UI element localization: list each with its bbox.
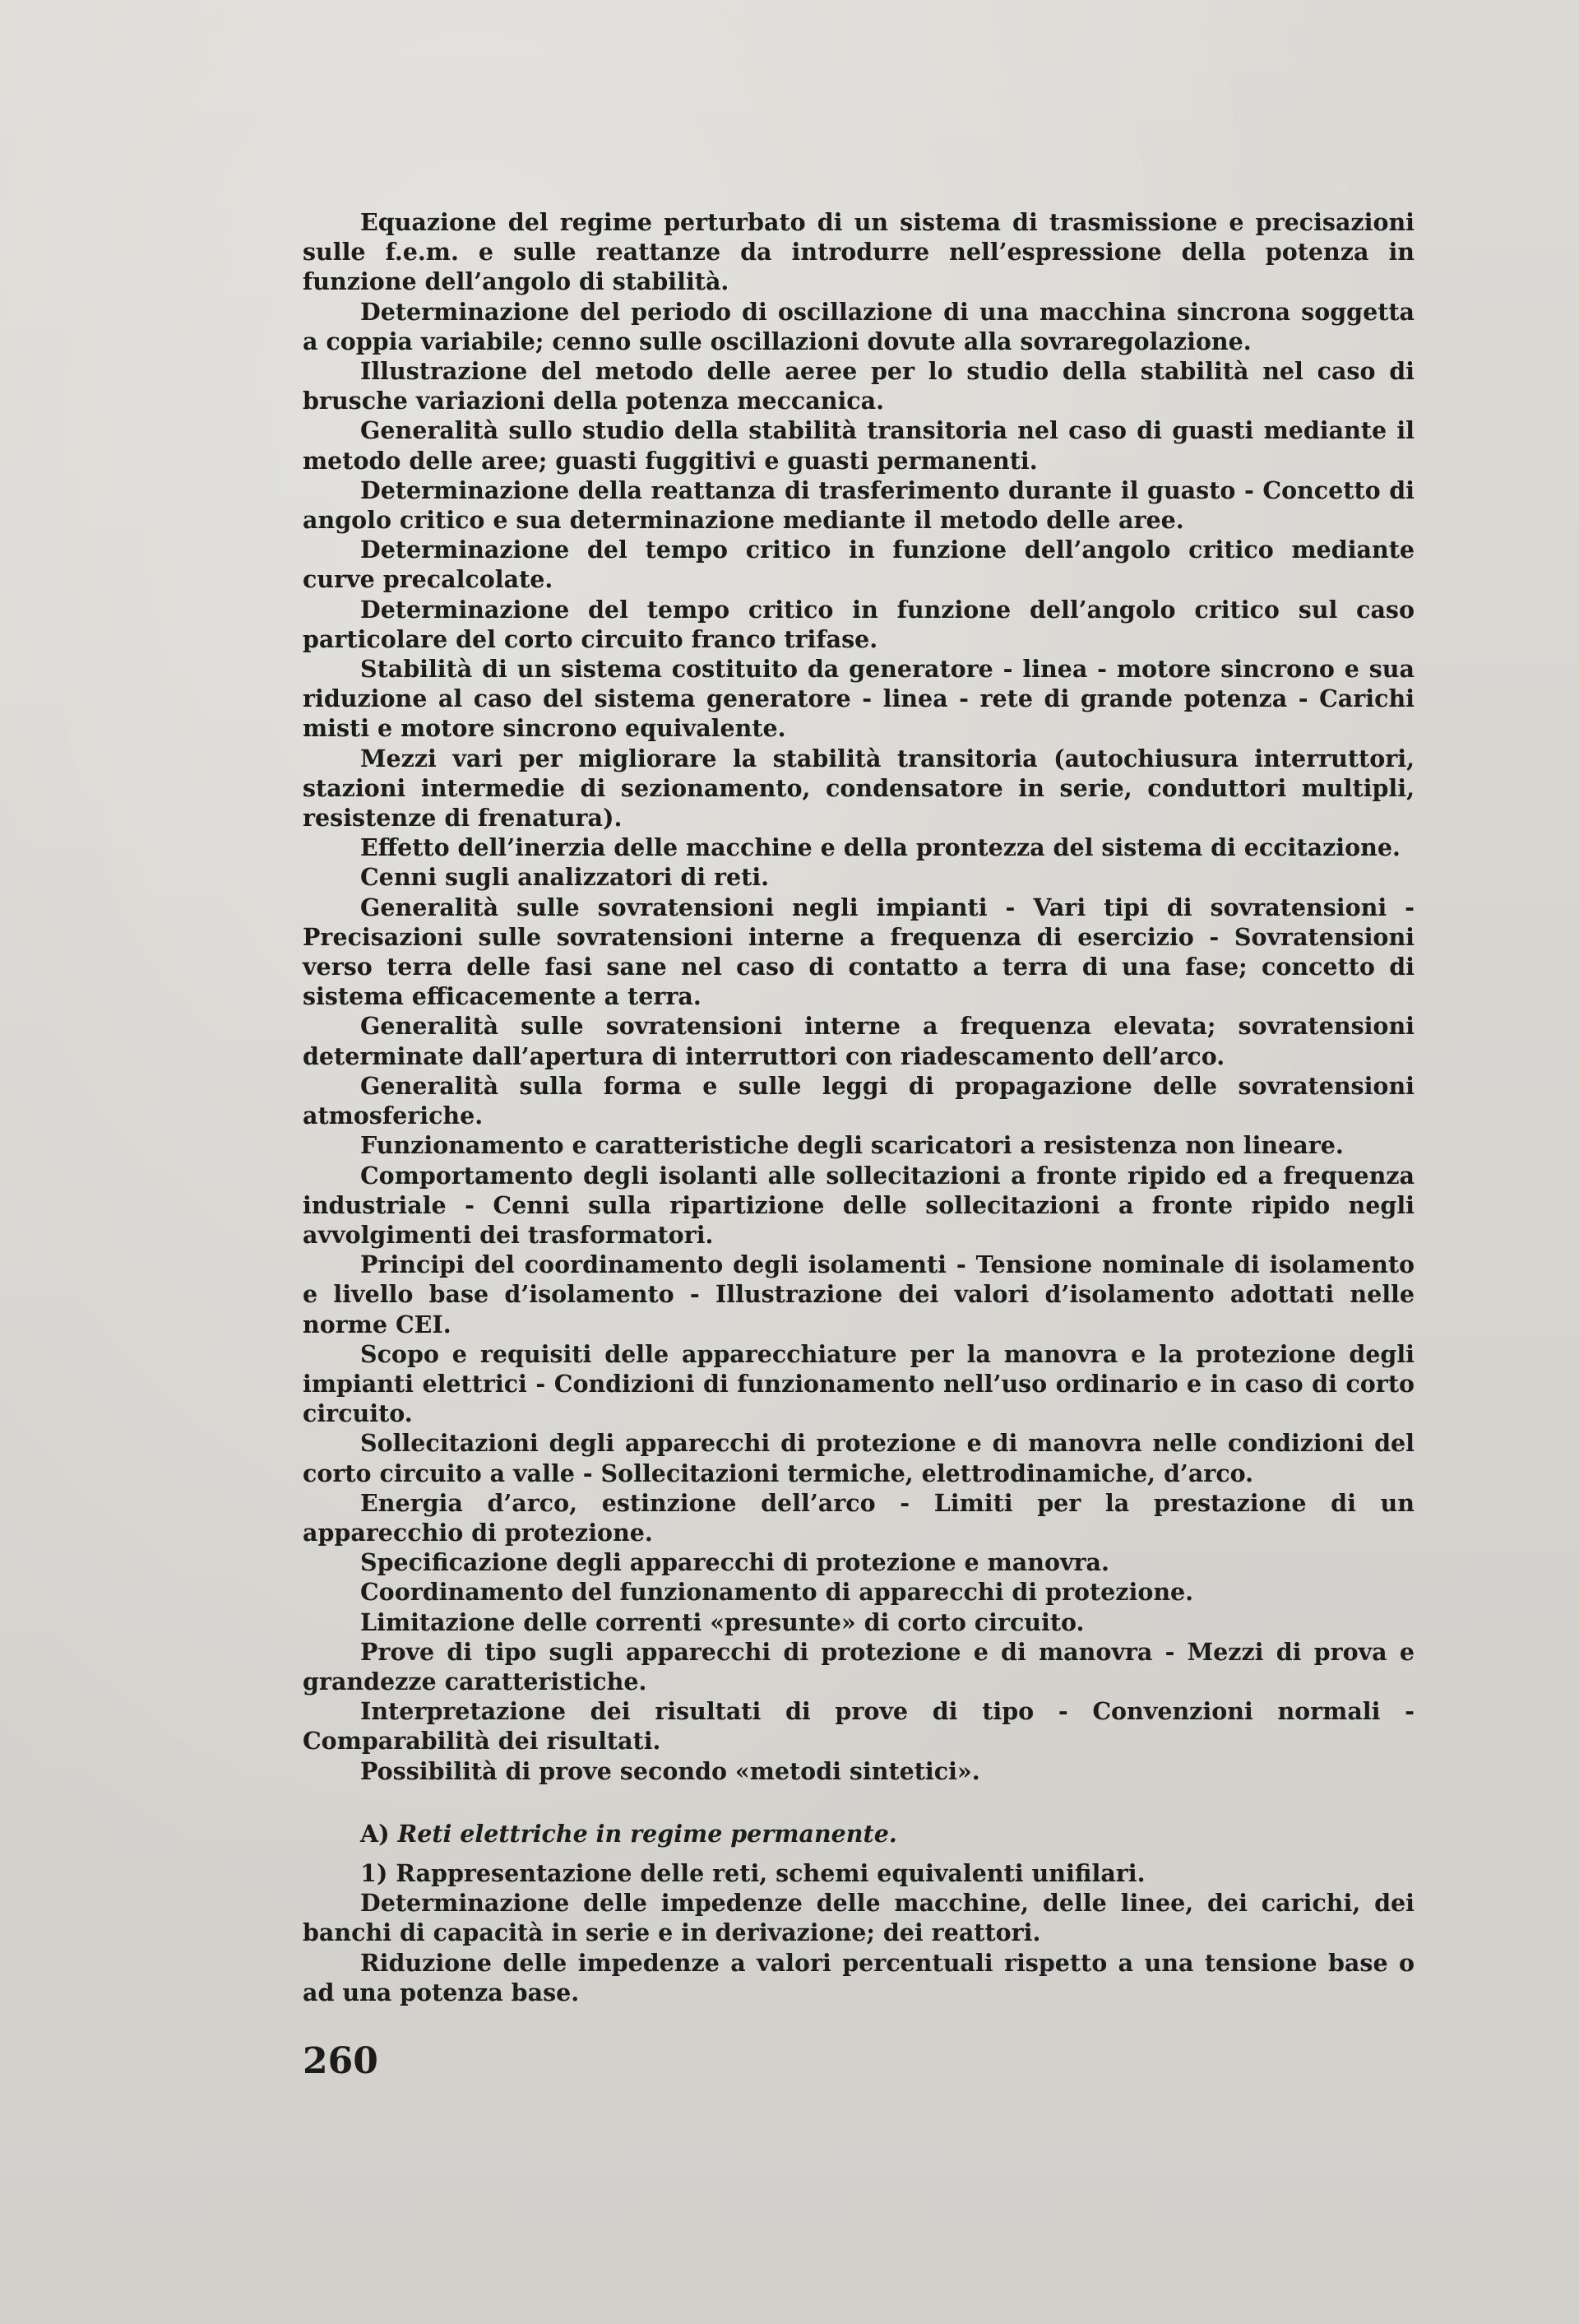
paragraph: Determinazione del periodo di oscillazione di una macchina sincrona soggetta a coppia variabile; cenno sulle oscillazioni dovute alla sovraregolazione. <box>303 297 1415 355</box>
paragraph: Generalità sulle sovratensioni negli impianti - Vari tipi di sovratensioni - Precisazioni sulle sovratensioni interne a frequenza di esercizio - Sovratensioni verso terra delle fasi sane nel caso di contatto a terra di una fase; concetto di sistema efficacemente a terra. <box>303 893 1415 1011</box>
paragraph: Determinazione della reattanza di trasferimento durante il guasto - Concetto di angolo critico e sua determinazione mediante il metodo delle aree. <box>303 475 1415 535</box>
paragraph: Sollecitazioni degli apparecchi di protezione e di manovra nelle condizioni del corto circuito a valle - Sollecitazioni termiche, elettrodinamiche, d’arco. <box>303 1429 1415 1487</box>
paragraph: Effetto dell’inerzia delle macchine e della prontezza del sistema di eccitazione. <box>360 833 1401 862</box>
paragraph: Limitazione delle correnti «presunte» di corto circuito. <box>360 1607 1085 1636</box>
paragraph: Determinazione del tempo critico in funzione dell’angolo critico sul caso particolare del corto circuito franco trifase. <box>303 595 1415 653</box>
paragraph: Generalità sulla forma e sulle leggi di propagazione delle sovratensioni atmosferiche. <box>303 1071 1415 1130</box>
paragraph: Coordinamento del funzionamento di apparecchi di protezione. <box>360 1578 1194 1607</box>
paragraph: Possibilità di prove secondo «metodi sintetici». <box>360 1756 980 1785</box>
paragraph: Funzionamento e caratteristiche degli scaricatori a resistenza non lineare. <box>360 1131 1344 1160</box>
paragraph: Energia d’arco, estinzione dell’arco - Limiti per la prestazione di un apparecchio di protezione. <box>303 1488 1415 1547</box>
paragraph: Prove di tipo sugli apparecchi di protezione e di manovra - Mezzi di prova e grandezze caratteristiche. <box>303 1637 1415 1695</box>
paragraph: Generalità sulle sovratensioni interne a frequenza elevata; sovratensioni determinate dall’apertura di interruttori con riadescamento dell’arco. <box>303 1012 1415 1070</box>
section-letter: A) <box>360 1819 390 1848</box>
paragraph: Specificazione degli apparecchi di protezione e manovra. <box>360 1548 1109 1577</box>
paragraph: Interpretazione dei risultati di prove di tipo - Convenzioni normali - Comparabilità dei risultati. <box>303 1697 1415 1756</box>
paragraph: Equazione del regime perturbato di un sistema di trasmissione e precisazioni sulle f.e.m. e sulle reattanze da introdurre nell’espressione della potenza in funzione dell’angolo di stabilità. <box>303 208 1415 296</box>
paragraph: Mezzi vari per migliorare la stabilità transitoria (autochiusura interruttori, stazioni intermedie di sezionamento, condensatore in serie, conduttori multipli, resistenze di frenatura). <box>303 744 1415 833</box>
page-number: 260 <box>303 2040 378 2082</box>
paragraph: Generalità sullo studio della stabilità transitoria nel caso di guasti mediante il metodo delle aree; guasti fuggitivi e guasti permanenti. <box>303 416 1415 475</box>
section-heading <box>303 1819 1415 1849</box>
section-paragraph: Riduzione delle impedenze a valori percentuali rispetto a una tensione base o ad una potenza base. <box>303 1948 1415 2006</box>
paragraph: Determinazione del tempo critico in funzione dell’angolo critico mediante curve precalcolate. <box>303 536 1415 594</box>
paragraph: Comportamento degli isolanti alle sollecitazioni a fronte ripido ed a frequenza industriale - Cenni sulla ripartizione delle sollecitazioni a fronte ripido negli avvolgimenti dei trasformatori. <box>303 1161 1415 1249</box>
section-paragraph: Determinazione delle impedenze delle macchine, delle linee, dei carichi, dei banchi di capacità in serie e in derivazione; dei reattori. <box>303 1889 1415 1947</box>
section-title: Reti elettriche in regime permanente. <box>397 1819 897 1848</box>
paragraph: Scopo e requisiti delle apparecchiature per la manovra e la protezione degli impianti elettrici - Condizioni di funzionamento nell’uso ordinario e in caso di corto circuito. <box>303 1339 1415 1428</box>
paragraph: Stabilità di un sistema costituito da generatore - linea - motore sincrono e sua riduzione al caso del sistema generatore - linea - rete di grande potenza - Carichi misti e motore sincrono equivalente. <box>303 655 1415 743</box>
body-text <box>303 207 1415 2007</box>
paragraph: Illustrazione del metodo delle aeree per lo studio della stabilità nel caso di brusche variazioni della potenza meccanica. <box>303 357 1415 415</box>
paragraph: Cenni sugli analizzatori di reti. <box>360 863 770 892</box>
section-paragraph: 1) Rappresentazione delle reti, schemi equivalenti unifilari. <box>360 1858 1146 1887</box>
paragraph: Principi del coordinamento degli isolamenti - Tensione nominale di isolamento e livello base d’isolamento - Illustrazione dei valori d’isolamento adottati nelle norme CEI. <box>303 1250 1415 1338</box>
